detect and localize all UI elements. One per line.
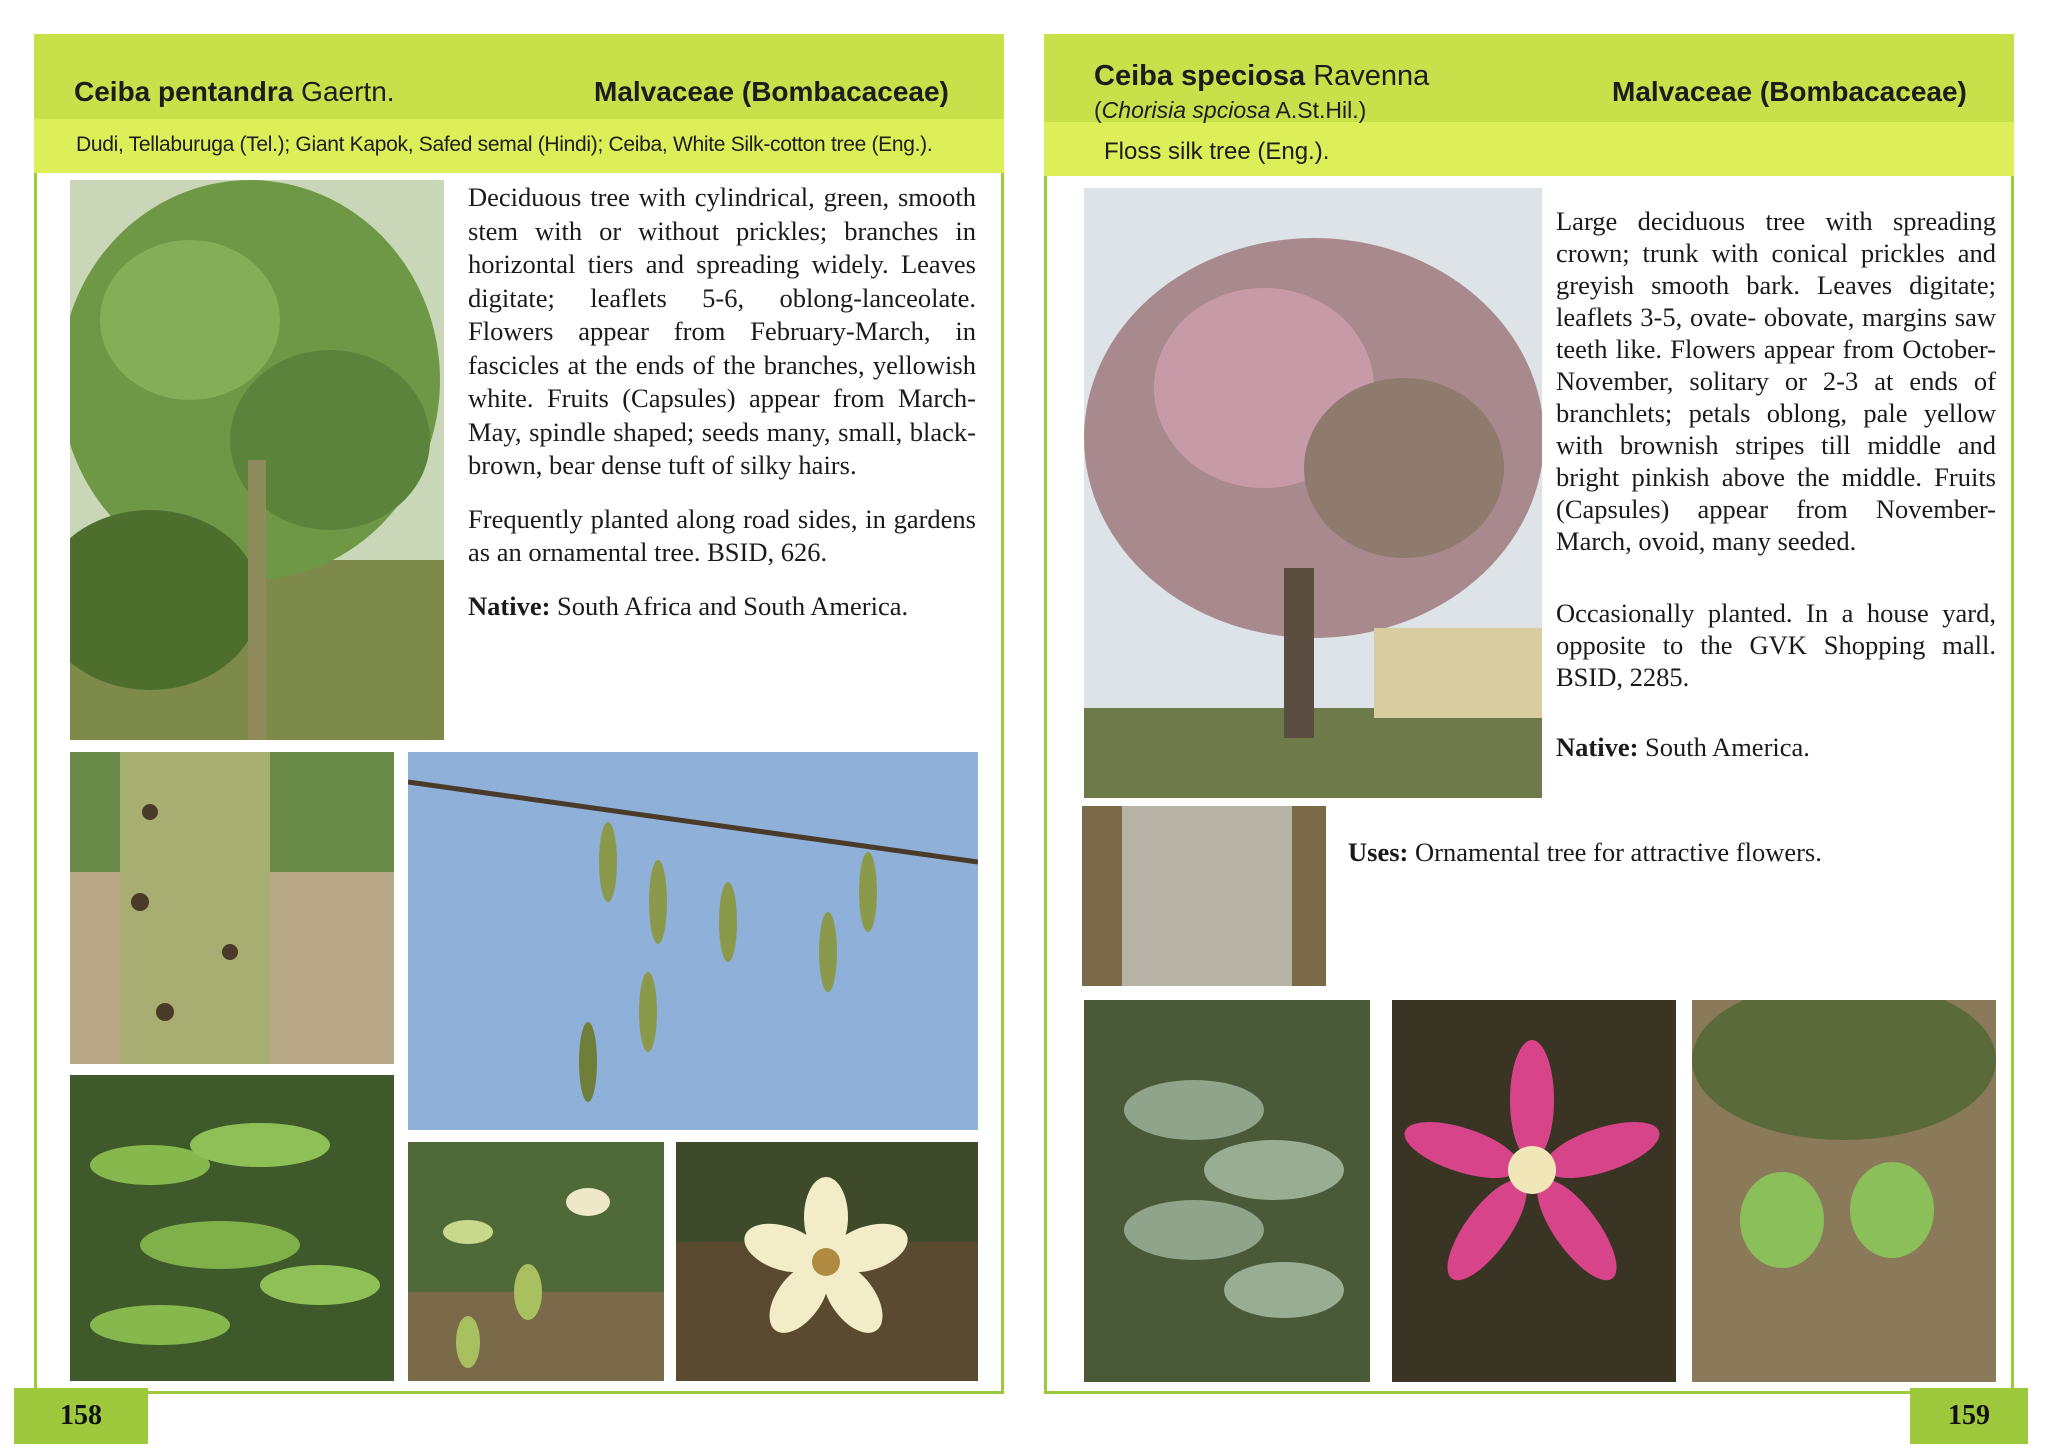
right-synonym-author: A.St.Hil.) — [1275, 97, 1367, 123]
left-family-name: Malvaceae (Bombacaceae) — [594, 76, 949, 107]
right-species-name: Ceiba speciosa — [1094, 60, 1306, 92]
left-native-line — [468, 590, 976, 624]
right-synonym-open: ( — [1094, 97, 1102, 123]
right-native-line — [1556, 731, 1996, 763]
right-description-block — [1556, 205, 1996, 783]
right-occurrence: Occasionally planted. In a house yard, opposite to the GVK Shopping mall. BSID, 2285. — [1556, 598, 1996, 692]
right-native-label: Native: — [1556, 732, 1639, 762]
left-species-title — [74, 76, 395, 108]
left-page-number: 158 — [14, 1388, 148, 1444]
left-occurrence: Frequently planted along road sides, in gardens as an ornamental tree. BSID, 626. — [468, 503, 976, 567]
left-description: Deciduous tree with cylindrical, green, smooth stem with or without prickles; branches in horizontal tiers and spreading widely. Leaves digitate; leaflets 5-6, oblong-lanceolate. Flowers appear from February-March, in fascicles at the ends of the branches, yellowish white. Fruits (Capsules) appear from March-May, spindle shaped; seeds many, small, black-brown, bear dense tuft of silky hairs. — [468, 182, 976, 480]
right-synonym-species: Chorisia spciosa — [1101, 97, 1271, 123]
left-species-name: Ceiba pentandra — [74, 76, 294, 107]
right-species-title — [1094, 60, 1429, 93]
flower-buds-photo — [408, 1142, 664, 1381]
right-uses-label: Uses: — [1348, 837, 1409, 867]
flowering-tree-photo — [1084, 188, 1542, 798]
right-synonym — [1094, 97, 1366, 124]
capsules-photo — [408, 752, 978, 1130]
right-common-names: Floss silk tree (Eng.). — [1104, 138, 1330, 165]
stem-prickles-photo — [70, 752, 394, 1064]
right-page-number: 159 — [1910, 1388, 2028, 1444]
white-flower-photo — [676, 1142, 978, 1381]
left-common-names: Dudi, Tellaburuga (Tel.); Giant Kapok, Safed semal (Hindi); Ceiba, White Silk-cotton tree (Eng.). — [76, 133, 933, 156]
pink-flower-photo — [1392, 1000, 1676, 1382]
right-uses-line — [1348, 836, 1988, 870]
left-native-label: Native: — [468, 590, 551, 621]
right-native-value: South America. — [1645, 732, 1810, 762]
right-family-name: Malvaceae (Bombacaceae) — [1612, 76, 1967, 107]
left-native-value: South Africa and South America. — [557, 590, 909, 621]
tree-habit-photo — [70, 180, 444, 740]
fruits-photo — [1692, 1000, 1996, 1382]
right-description: Large deciduous tree with spreading crown; trunk with conical prickles and greyish smooth bark. Leaves digitate; leaflets 3-5, ovate- obovate, margins saw teeth like. Flowers appear from October-November, solitary or 2-3 at ends of branchlets; petals oblong, pale yellow with brownish stripes till middle and bright pinkish above the middle. Fruits (Capsules) appear from November-March, ovoid, many seeded. — [1556, 206, 1996, 556]
digitate-leaves-photo — [1084, 1000, 1370, 1382]
bark-photo — [1082, 806, 1326, 986]
leaves-photo — [70, 1075, 394, 1381]
right-uses-value: Ornamental tree for attractive flowers. — [1414, 837, 1822, 867]
left-species-author: Gaertn. — [301, 76, 395, 107]
right-species-author: Ravenna — [1313, 60, 1430, 92]
left-description-block — [468, 181, 976, 643]
